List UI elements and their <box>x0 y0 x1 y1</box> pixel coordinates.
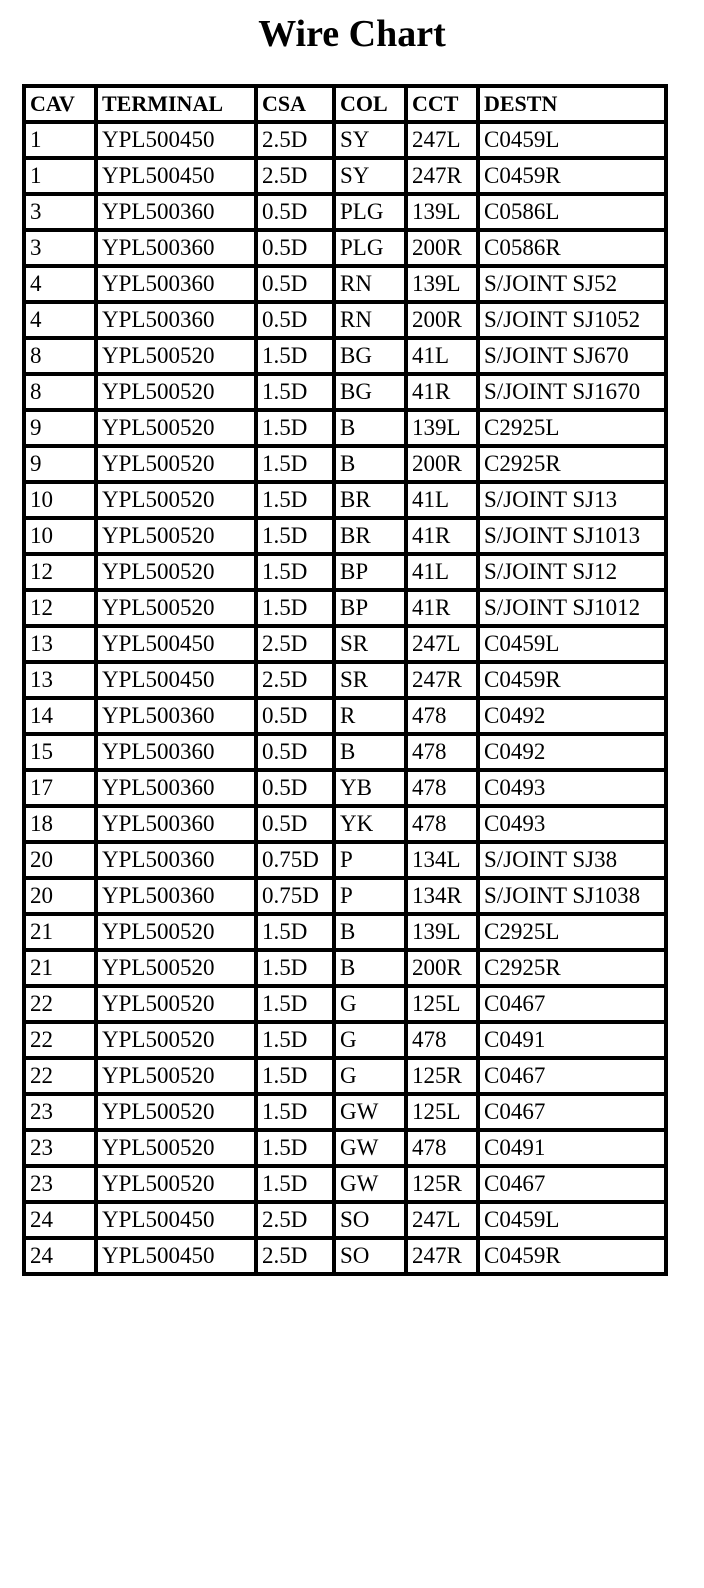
cell-cav: 20 <box>24 842 96 878</box>
cell-col: B <box>334 446 406 482</box>
cell-csa: 1.5D <box>256 410 334 446</box>
cell-cct: 41R <box>406 374 478 410</box>
cell-csa: 0.75D <box>256 878 334 914</box>
cell-destn: S/JOINT SJ52 <box>478 266 666 302</box>
cell-terminal: YPL500360 <box>96 770 256 806</box>
cell-destn: S/JOINT SJ12 <box>478 554 666 590</box>
cell-csa: 1.5D <box>256 1022 334 1058</box>
cell-terminal: YPL500520 <box>96 950 256 986</box>
cell-cct: 478 <box>406 698 478 734</box>
cell-cav: 9 <box>24 410 96 446</box>
cell-destn: S/JOINT SJ13 <box>478 482 666 518</box>
table-row <box>24 1130 666 1166</box>
cell-cct: 139L <box>406 914 478 950</box>
cell-cav: 23 <box>24 1130 96 1166</box>
cell-destn: C0459R <box>478 158 666 194</box>
table-row <box>24 1238 666 1274</box>
cell-cct: 139L <box>406 410 478 446</box>
cell-cct: 478 <box>406 770 478 806</box>
cell-col: BR <box>334 518 406 554</box>
cell-col: R <box>334 698 406 734</box>
table-row <box>24 158 666 194</box>
cell-cct: 200R <box>406 302 478 338</box>
table-row <box>24 410 666 446</box>
cell-cav: 21 <box>24 950 96 986</box>
cell-destn: C0459L <box>478 1202 666 1238</box>
table-row <box>24 482 666 518</box>
cell-destn: S/JOINT SJ1012 <box>478 590 666 626</box>
cell-csa: 1.5D <box>256 1094 334 1130</box>
cell-destn: C0459R <box>478 1238 666 1274</box>
cell-terminal: YPL500520 <box>96 590 256 626</box>
table-row <box>24 194 666 230</box>
table-row <box>24 590 666 626</box>
cell-col: GW <box>334 1130 406 1166</box>
cell-destn: S/JOINT SJ1670 <box>478 374 666 410</box>
cell-cct: 247R <box>406 158 478 194</box>
cell-csa: 1.5D <box>256 518 334 554</box>
cell-col: B <box>334 410 406 446</box>
cell-cav: 13 <box>24 626 96 662</box>
cell-col: PLG <box>334 194 406 230</box>
cell-csa: 0.5D <box>256 302 334 338</box>
table-row <box>24 842 666 878</box>
cell-cav: 20 <box>24 878 96 914</box>
cell-destn: S/JOINT SJ1013 <box>478 518 666 554</box>
table-row <box>24 878 666 914</box>
cell-cav: 17 <box>24 770 96 806</box>
cell-cct: 134L <box>406 842 478 878</box>
table-row <box>24 626 666 662</box>
cell-cct: 247L <box>406 626 478 662</box>
cell-cct: 200R <box>406 446 478 482</box>
cell-terminal: YPL500520 <box>96 914 256 950</box>
cell-csa: 1.5D <box>256 914 334 950</box>
cell-col: B <box>334 914 406 950</box>
cell-cav: 21 <box>24 914 96 950</box>
table-row <box>24 554 666 590</box>
cell-cav: 10 <box>24 518 96 554</box>
cell-destn: C0459R <box>478 662 666 698</box>
cell-terminal: YPL500450 <box>96 1202 256 1238</box>
table-row <box>24 662 666 698</box>
cell-col: P <box>334 878 406 914</box>
cell-cct: 139L <box>406 266 478 302</box>
table-row <box>24 122 666 158</box>
cell-cct: 41L <box>406 482 478 518</box>
cell-cav: 12 <box>24 554 96 590</box>
cell-csa: 1.5D <box>256 1058 334 1094</box>
cell-col: GW <box>334 1166 406 1202</box>
cell-col: G <box>334 986 406 1022</box>
cell-cct: 247R <box>406 1238 478 1274</box>
cell-csa: 1.5D <box>256 374 334 410</box>
cell-csa: 0.5D <box>256 266 334 302</box>
cell-col: BG <box>334 374 406 410</box>
cell-csa: 1.5D <box>256 590 334 626</box>
cell-csa: 0.5D <box>256 770 334 806</box>
cell-cct: 41L <box>406 554 478 590</box>
cell-destn: C0586L <box>478 194 666 230</box>
cell-cav: 14 <box>24 698 96 734</box>
cell-csa: 2.5D <box>256 122 334 158</box>
cell-cct: 200R <box>406 230 478 266</box>
cell-destn: C0492 <box>478 698 666 734</box>
cell-terminal: YPL500520 <box>96 1130 256 1166</box>
cell-csa: 1.5D <box>256 482 334 518</box>
cell-destn: C0493 <box>478 806 666 842</box>
table-row <box>24 266 666 302</box>
cell-terminal: YPL500360 <box>96 734 256 770</box>
cell-cav: 8 <box>24 374 96 410</box>
cell-cav: 22 <box>24 1058 96 1094</box>
table-row <box>24 1202 666 1238</box>
cell-col: SR <box>334 662 406 698</box>
cell-terminal: YPL500360 <box>96 878 256 914</box>
cell-cav: 1 <box>24 158 96 194</box>
cell-terminal: YPL500360 <box>96 266 256 302</box>
cell-destn: C0467 <box>478 1058 666 1094</box>
cell-csa: 2.5D <box>256 626 334 662</box>
cell-terminal: YPL500450 <box>96 122 256 158</box>
cell-cct: 478 <box>406 1022 478 1058</box>
cell-csa: 0.5D <box>256 230 334 266</box>
cell-cct: 125R <box>406 1166 478 1202</box>
cell-cav: 9 <box>24 446 96 482</box>
cell-terminal: YPL500520 <box>96 410 256 446</box>
cell-destn: C2925L <box>478 914 666 950</box>
cell-destn: C2925R <box>478 446 666 482</box>
cell-col: G <box>334 1058 406 1094</box>
cell-cav: 15 <box>24 734 96 770</box>
cell-destn: C0467 <box>478 1094 666 1130</box>
cell-cav: 3 <box>24 230 96 266</box>
cell-col: YK <box>334 806 406 842</box>
cell-terminal: YPL500450 <box>96 626 256 662</box>
cell-destn: C0493 <box>478 770 666 806</box>
cell-destn: C0491 <box>478 1022 666 1058</box>
cell-col: SY <box>334 158 406 194</box>
cell-csa: 0.5D <box>256 734 334 770</box>
cell-col: SO <box>334 1202 406 1238</box>
cell-cav: 23 <box>24 1094 96 1130</box>
cell-cav: 24 <box>24 1202 96 1238</box>
cell-terminal: YPL500520 <box>96 1094 256 1130</box>
cell-col: B <box>334 950 406 986</box>
cell-destn: C2925L <box>478 410 666 446</box>
cell-cav: 13 <box>24 662 96 698</box>
table-row <box>24 806 666 842</box>
cell-col: SO <box>334 1238 406 1274</box>
cell-col: PLG <box>334 230 406 266</box>
cell-col: RN <box>334 302 406 338</box>
column-header-col: COL <box>334 86 406 122</box>
cell-terminal: YPL500360 <box>96 302 256 338</box>
cell-cct: 125R <box>406 1058 478 1094</box>
cell-col: BP <box>334 554 406 590</box>
cell-destn: C0467 <box>478 986 666 1022</box>
cell-cav: 10 <box>24 482 96 518</box>
column-header-destn: DESTN <box>478 86 666 122</box>
cell-terminal: YPL500520 <box>96 482 256 518</box>
cell-cav: 4 <box>24 266 96 302</box>
cell-terminal: YPL500360 <box>96 698 256 734</box>
cell-terminal: YPL500520 <box>96 1166 256 1202</box>
cell-cct: 247L <box>406 1202 478 1238</box>
cell-cct: 41L <box>406 338 478 374</box>
cell-terminal: YPL500520 <box>96 338 256 374</box>
cell-cct: 41R <box>406 518 478 554</box>
cell-col: G <box>334 1022 406 1058</box>
cell-terminal: YPL500520 <box>96 1022 256 1058</box>
table-row <box>24 1094 666 1130</box>
cell-destn: S/JOINT SJ1038 <box>478 878 666 914</box>
cell-col: SR <box>334 626 406 662</box>
cell-cav: 22 <box>24 1022 96 1058</box>
cell-cct: 41R <box>406 590 478 626</box>
cell-terminal: YPL500450 <box>96 1238 256 1274</box>
cell-csa: 2.5D <box>256 1238 334 1274</box>
table-row <box>24 374 666 410</box>
cell-col: BR <box>334 482 406 518</box>
cell-csa: 1.5D <box>256 554 334 590</box>
cell-cct: 478 <box>406 806 478 842</box>
cell-cav: 4 <box>24 302 96 338</box>
cell-cct: 478 <box>406 734 478 770</box>
page-title: Wire Chart <box>258 13 446 55</box>
cell-destn: C2925R <box>478 950 666 986</box>
cell-destn: C0586R <box>478 230 666 266</box>
cell-csa: 0.75D <box>256 842 334 878</box>
cell-terminal: YPL500360 <box>96 806 256 842</box>
table-row <box>24 338 666 374</box>
cell-csa: 1.5D <box>256 1130 334 1166</box>
table-row <box>24 518 666 554</box>
cell-cct: 247L <box>406 122 478 158</box>
cell-terminal: YPL500520 <box>96 986 256 1022</box>
cell-col: BG <box>334 338 406 374</box>
cell-col: RN <box>334 266 406 302</box>
table-row <box>24 914 666 950</box>
cell-terminal: YPL500520 <box>96 1058 256 1094</box>
table-row <box>24 734 666 770</box>
table-row <box>24 950 666 986</box>
cell-terminal: YPL500360 <box>96 842 256 878</box>
cell-cav: 24 <box>24 1238 96 1274</box>
column-header-terminal: TERMINAL <box>96 86 256 122</box>
cell-cav: 1 <box>24 122 96 158</box>
table-row <box>24 1022 666 1058</box>
cell-csa: 0.5D <box>256 698 334 734</box>
cell-csa: 1.5D <box>256 1166 334 1202</box>
table-row <box>24 1166 666 1202</box>
cell-csa: 2.5D <box>256 1202 334 1238</box>
table-row <box>24 986 666 1022</box>
cell-destn: C0491 <box>478 1130 666 1166</box>
cell-csa: 1.5D <box>256 950 334 986</box>
cell-terminal: YPL500520 <box>96 554 256 590</box>
cell-cct: 125L <box>406 1094 478 1130</box>
cell-terminal: YPL500520 <box>96 374 256 410</box>
cell-destn: C0467 <box>478 1166 666 1202</box>
column-header-cav: CAV <box>24 86 96 122</box>
cell-cav: 22 <box>24 986 96 1022</box>
cell-terminal: YPL500520 <box>96 446 256 482</box>
column-header-csa: CSA <box>256 86 334 122</box>
table-row <box>24 770 666 806</box>
header-row <box>24 86 666 122</box>
cell-destn: S/JOINT SJ1052 <box>478 302 666 338</box>
cell-cav: 8 <box>24 338 96 374</box>
cell-cct: 134R <box>406 878 478 914</box>
table-row <box>24 1058 666 1094</box>
cell-cav: 23 <box>24 1166 96 1202</box>
cell-cct: 478 <box>406 1130 478 1166</box>
cell-cct: 139L <box>406 194 478 230</box>
cell-col: GW <box>334 1094 406 1130</box>
cell-cav: 12 <box>24 590 96 626</box>
cell-csa: 1.5D <box>256 338 334 374</box>
cell-csa: 2.5D <box>256 158 334 194</box>
cell-terminal: YPL500450 <box>96 662 256 698</box>
cell-cct: 200R <box>406 950 478 986</box>
cell-cav: 18 <box>24 806 96 842</box>
cell-csa: 1.5D <box>256 446 334 482</box>
cell-destn: S/JOINT SJ670 <box>478 338 666 374</box>
table-row <box>24 302 666 338</box>
cell-cct: 247R <box>406 662 478 698</box>
cell-terminal: YPL500360 <box>96 230 256 266</box>
table-row <box>24 446 666 482</box>
cell-destn: C0459L <box>478 626 666 662</box>
cell-terminal: YPL500450 <box>96 158 256 194</box>
cell-csa: 0.5D <box>256 806 334 842</box>
cell-terminal: YPL500360 <box>96 194 256 230</box>
table-row <box>24 230 666 266</box>
cell-col: BP <box>334 590 406 626</box>
cell-csa: 0.5D <box>256 194 334 230</box>
column-header-cct: CCT <box>406 86 478 122</box>
cell-csa: 2.5D <box>256 662 334 698</box>
cell-cav: 3 <box>24 194 96 230</box>
cell-destn: S/JOINT SJ38 <box>478 842 666 878</box>
cell-col: SY <box>334 122 406 158</box>
cell-csa: 1.5D <box>256 986 334 1022</box>
wire-chart-table <box>22 84 668 1276</box>
cell-col: B <box>334 734 406 770</box>
cell-destn: C0492 <box>478 734 666 770</box>
cell-col: P <box>334 842 406 878</box>
table-row <box>24 698 666 734</box>
cell-col: YB <box>334 770 406 806</box>
cell-terminal: YPL500520 <box>96 518 256 554</box>
cell-cct: 125L <box>406 986 478 1022</box>
cell-destn: C0459L <box>478 122 666 158</box>
